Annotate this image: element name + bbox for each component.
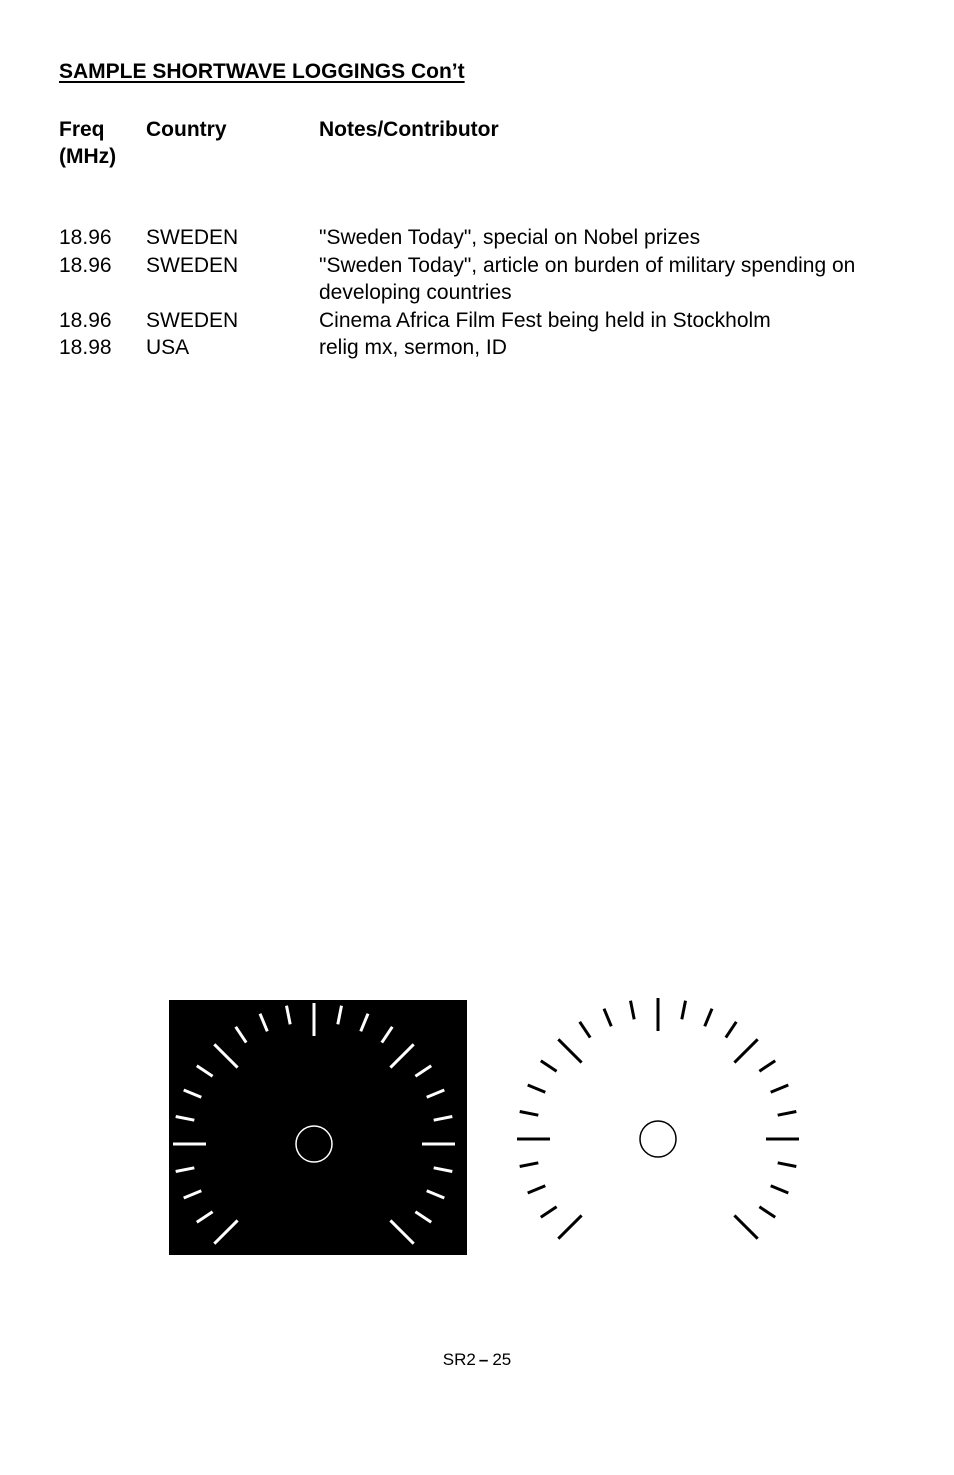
dial-minor-tick bbox=[759, 1207, 775, 1218]
dial-minor-tick bbox=[759, 1061, 775, 1072]
dial-minor-tick bbox=[771, 1085, 789, 1092]
dial-major-tick bbox=[734, 1215, 757, 1238]
dial-minor-tick bbox=[604, 1009, 611, 1027]
country-cell: SWEDEN bbox=[146, 253, 239, 277]
dial-minor-tick bbox=[631, 1001, 635, 1020]
notes-cell: "Sweden Today", article on burden of military spending on developing countries bbox=[319, 253, 856, 304]
table-row bbox=[59, 307, 899, 335]
dial-minor-tick bbox=[682, 1001, 686, 1020]
page-heading: SAMPLE SHORTWAVE LOGGINGS Con’t bbox=[59, 60, 465, 83]
dial-minor-tick bbox=[528, 1186, 546, 1193]
dial-minor-tick bbox=[541, 1207, 557, 1218]
footer-model: SR2 bbox=[442, 1350, 476, 1369]
country-cell: USA bbox=[146, 336, 190, 359]
dial-minor-tick bbox=[580, 1022, 591, 1038]
loggings-table bbox=[59, 224, 899, 362]
dial-minor-tick bbox=[541, 1061, 557, 1072]
page-footer bbox=[0, 1350, 954, 1370]
dial-minor-tick bbox=[520, 1112, 539, 1116]
dial-scale-light-icon bbox=[510, 995, 810, 1255]
freq-cell: 18.96 bbox=[59, 226, 112, 249]
notes-cell: relig mx, sermon, ID bbox=[319, 336, 507, 359]
table-row bbox=[59, 252, 899, 307]
column-header-country: Country bbox=[146, 118, 227, 141]
table-row bbox=[59, 334, 899, 362]
dial-minor-tick bbox=[705, 1009, 712, 1027]
dial-minor-tick bbox=[726, 1022, 737, 1038]
table-row bbox=[59, 224, 899, 252]
dial-major-tick bbox=[558, 1215, 581, 1238]
dial-major-tick bbox=[558, 1039, 581, 1062]
footer-page-number: 25 bbox=[492, 1350, 512, 1369]
notes-cell: "Sweden Today", special on Nobel prizes bbox=[319, 226, 701, 249]
dial-hub-circle bbox=[640, 1121, 676, 1157]
dial-scale-dark-icon bbox=[169, 1000, 467, 1255]
freq-cell: 18.96 bbox=[59, 308, 112, 332]
column-header-freq-unit: (MHz) bbox=[59, 145, 117, 168]
column-header-freq bbox=[59, 116, 116, 170]
freq-cell: 18.98 bbox=[59, 336, 112, 359]
dial-minor-tick bbox=[778, 1112, 797, 1116]
country-cell: SWEDEN bbox=[146, 308, 239, 332]
country-cell: SWEDEN bbox=[146, 226, 239, 249]
notes-cell: Cinema Africa Film Fest being held in Stockholm bbox=[319, 308, 771, 332]
dial-minor-tick bbox=[778, 1163, 797, 1167]
column-header-freq-label: Freq bbox=[59, 118, 105, 141]
dial-minor-tick bbox=[520, 1163, 539, 1167]
footer-dash: – bbox=[478, 1350, 489, 1369]
column-header-notes: Notes/Contributor bbox=[319, 118, 499, 141]
dial-major-tick bbox=[734, 1039, 757, 1062]
dial-minor-tick bbox=[771, 1186, 789, 1193]
dial-minor-tick bbox=[528, 1085, 546, 1092]
freq-cell: 18.96 bbox=[59, 253, 112, 277]
